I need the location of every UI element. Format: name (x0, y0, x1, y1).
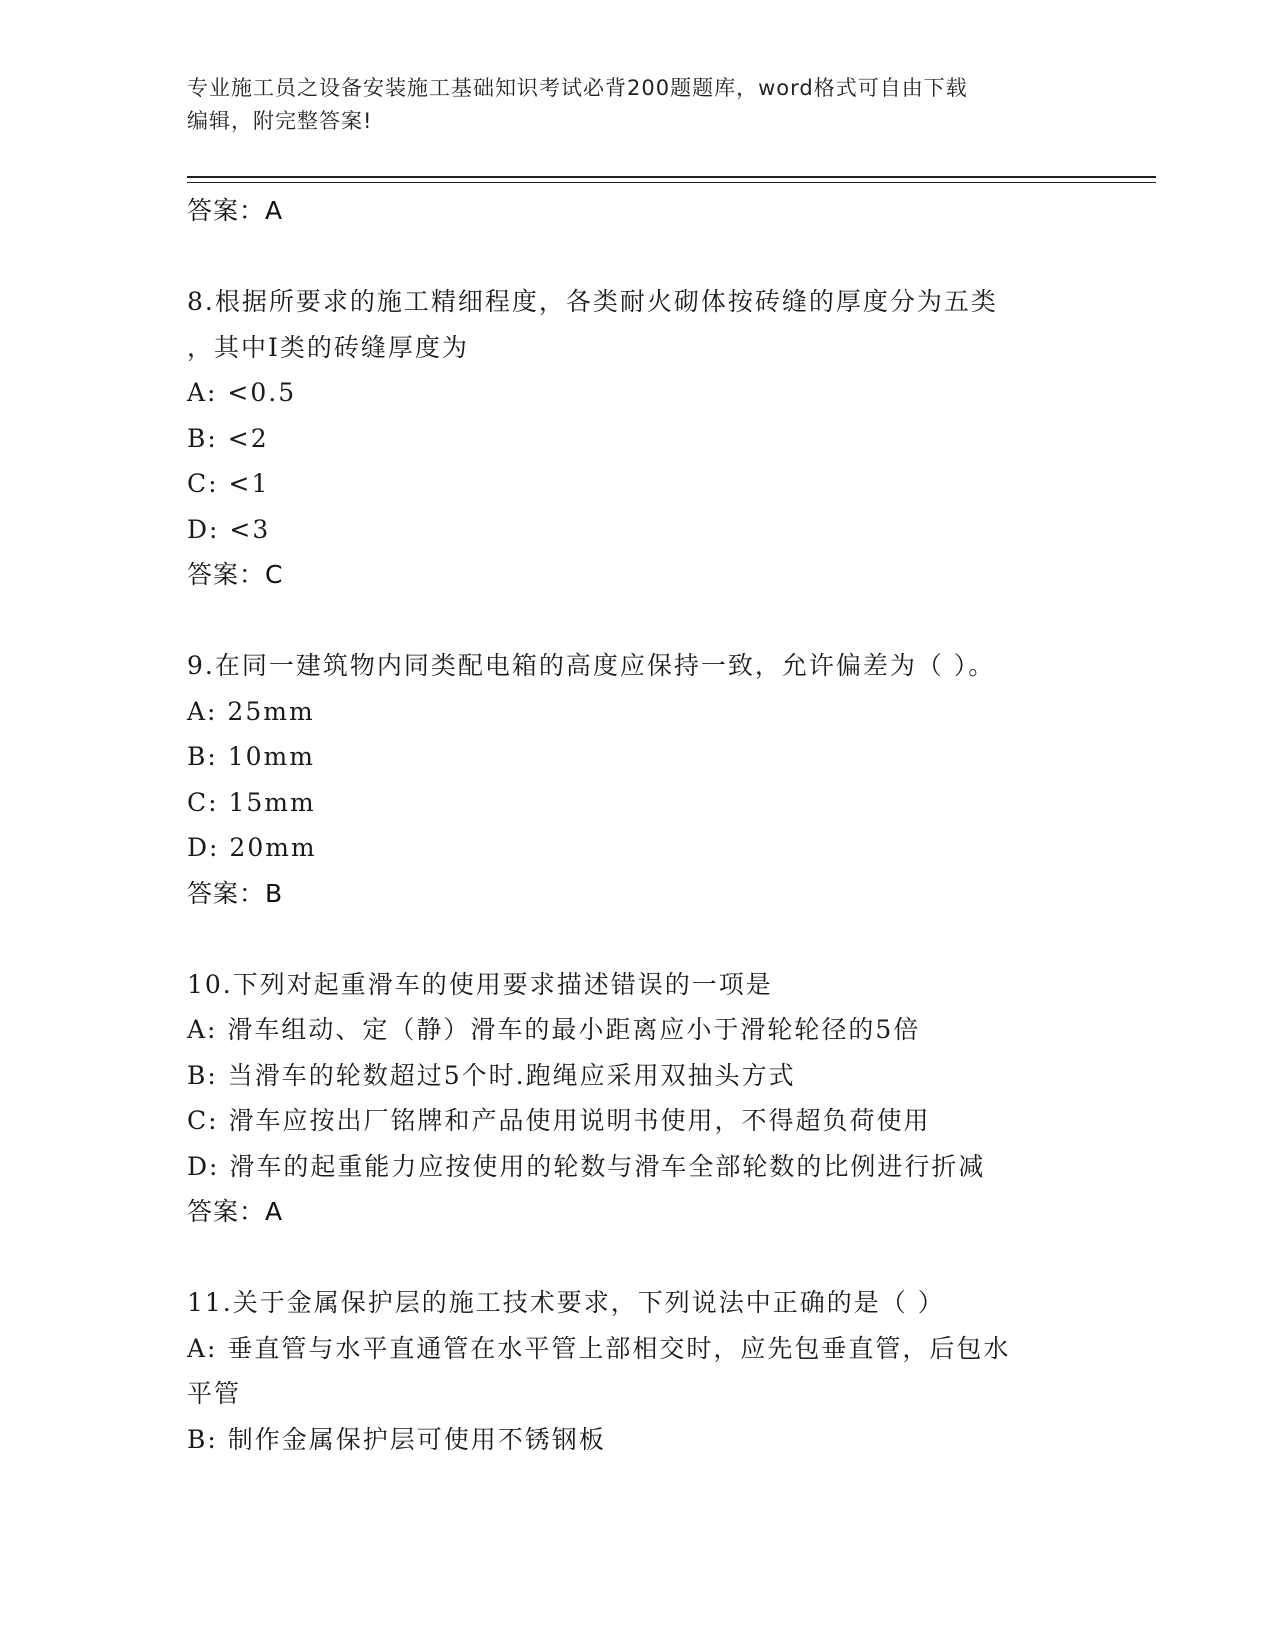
question-8 (187, 279, 1087, 598)
option-a: A: 滑车组动、定（静）滑车的最小距离应小于滑轮轮径的5倍 (187, 1015, 921, 1044)
option-b: B: 当滑车的轮数超过5个时.跑绳应采用双抽头方式 (187, 1060, 796, 1090)
question-stem: 8.根据所要求的施工精细程度，各类耐火砌体按砖缝的厚度分为五类 (187, 287, 998, 316)
option-d: D: 滑车的起重能力应按使用的轮数与滑车全部轮数的比例进行折减 (187, 1151, 986, 1181)
header-title-line1: 专业施工员之设备安装施工基础知识考试必背200题题库，word格式可自由下载 (187, 76, 968, 100)
answer-line: 答案：B (187, 878, 284, 908)
header-rule-thin (187, 182, 1156, 183)
option-c: C: 滑车应按出厂铭牌和产品使用说明书使用，不得超负荷使用 (187, 1106, 931, 1135)
document-header (187, 72, 1087, 138)
question-11 (187, 1280, 1087, 1462)
question-stem: ，其中Ⅰ类的砖缝厚度为 (187, 332, 469, 362)
question-stem: 11.关于金属保护层的施工技术要求，下列说法中正确的是（ ） (187, 1288, 945, 1317)
option-a-continued: 平管 (187, 1379, 242, 1408)
option-d: D: <3 (187, 514, 271, 544)
option-b: B: <2 (187, 423, 269, 453)
answer-line: 答案：A (187, 196, 284, 225)
question-content (187, 188, 1087, 1462)
header-rule-thick (187, 176, 1156, 178)
option-c: C: 15mm (187, 787, 316, 817)
header-title-line2: 编辑，附完整答案! (187, 109, 373, 133)
option-a: A: 25mm (187, 696, 315, 726)
answer-line: 答案：C (187, 560, 284, 589)
answer-line: 答案：A (187, 1197, 284, 1226)
question-stem: 10.下列对起重滑车的使用要求描述错误的一项是 (187, 969, 773, 999)
option-c: C: <1 (187, 469, 270, 498)
option-a: A: <0.5 (187, 378, 297, 407)
option-b: B: 10mm (187, 742, 315, 771)
question-stem: 9.在同一建筑物内同类配电箱的高度应保持一致，允许偏差为（ ）。 (187, 651, 996, 680)
question-9 (187, 643, 1087, 916)
option-a: A: 垂直管与水平直通管在水平管上部相交时，应先包垂直管，后包水 (187, 1333, 1011, 1363)
option-b: B: 制作金属保护层可使用不锈钢板 (187, 1424, 606, 1454)
question-10 (187, 962, 1087, 1235)
option-d: D: 20mm (187, 833, 317, 862)
